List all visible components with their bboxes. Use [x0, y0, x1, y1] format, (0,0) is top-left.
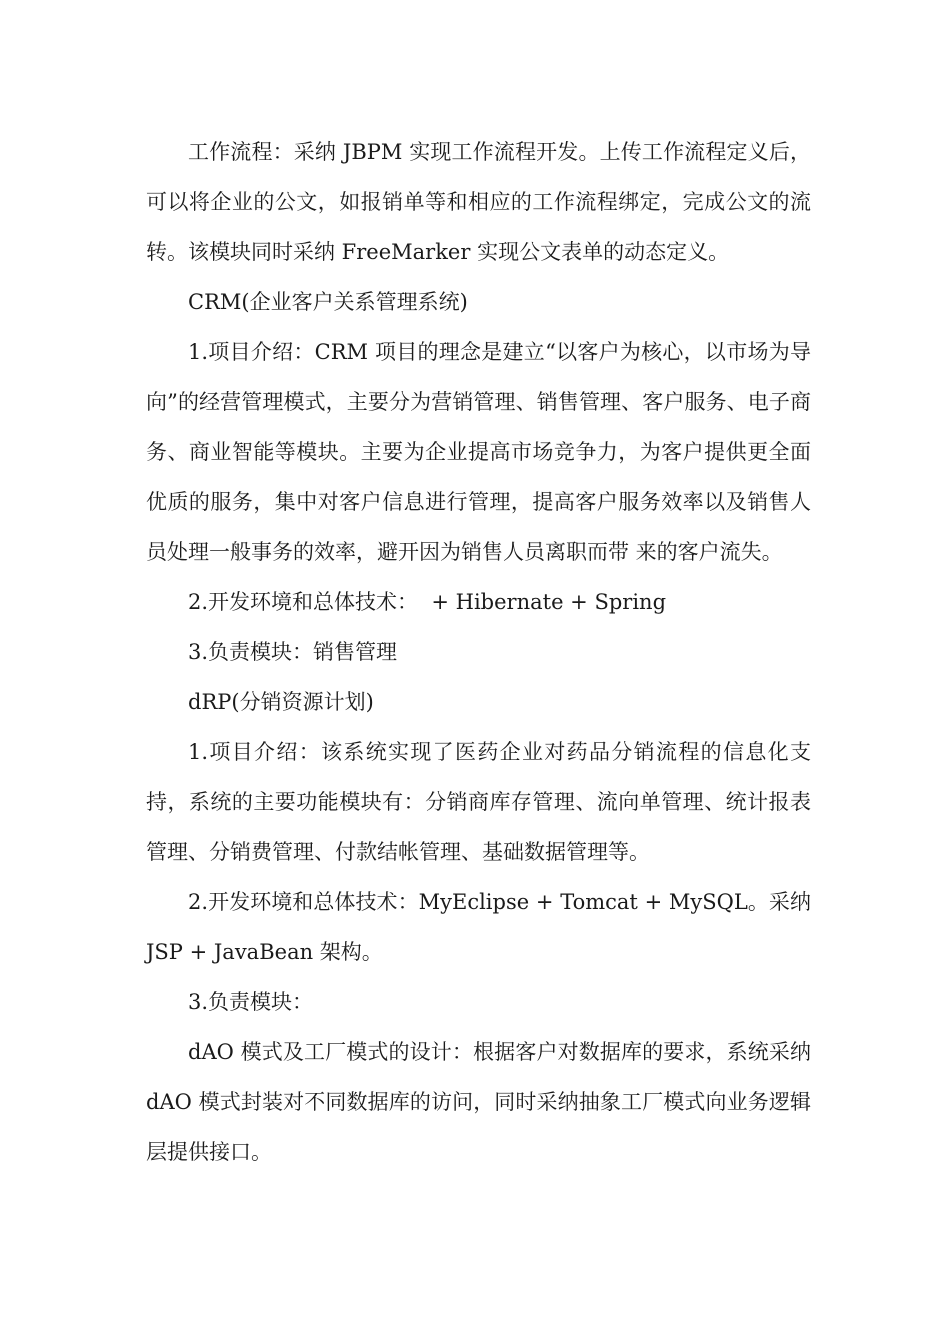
document-body	[146, 127, 811, 1177]
paragraph-workflow: 工作流程：采纳 JBPM 实现工作流程开发。上传工作流程定义后，可以将企业的公文，如报销单等和相应的工作流程绑定，完成公文的流转。该模块同时采纳 FreeMarker 实现公文表单的动态定义。	[146, 140, 811, 264]
paragraph-crm-intro: 1.项目介绍：CRM 项目的理念是建立“以客户为核心，以市场为导向”的经营管理模式，主要分为营销管理、销售管理、客户服务、电子商务、商业智能等模块。主要为企业提高市场竞争力，为客户提供更全面优质的服务，集中对客户信息进行管理，提高客户服务效率以及销售人员处理一般事务的效率，避开因为销售人员离职而带 来的客户流失。	[146, 340, 811, 564]
paragraph-drp-module: 3.负责模块：	[188, 990, 314, 1014]
paragraph-crm-tech: 2.开发环境和总体技术： + Hibernate + Spring	[188, 590, 667, 614]
paragraph-dao-design: dAO 模式及工厂模式的设计：根据客户对数据库的要求，系统采纳 dAO 模式封装对不同数据库的访问，同时采纳抽象工厂模式向业务逻辑层提供接口。	[146, 1040, 811, 1164]
heading-drp: dRP(分销资源计划)	[188, 690, 374, 714]
paragraph-drp-intro: 1.项目介绍：该系统实现了医药企业对药品分销流程的信息化支持，系统的主要功能模块有：分销商库存管理、流向单管理、统计报表管理、分销费管理、付款结帐管理、基础数据管理等。	[146, 740, 811, 864]
heading-crm: CRM(企业客户关系管理系统)	[188, 290, 468, 314]
paragraph-crm-module: 3.负责模块：销售管理	[188, 640, 398, 664]
paragraph-drp-tech: 2.开发环境和总体技术：MyEclipse + Tomcat + MySQL。采纳 JSP + JavaBean 架构。	[146, 890, 811, 964]
